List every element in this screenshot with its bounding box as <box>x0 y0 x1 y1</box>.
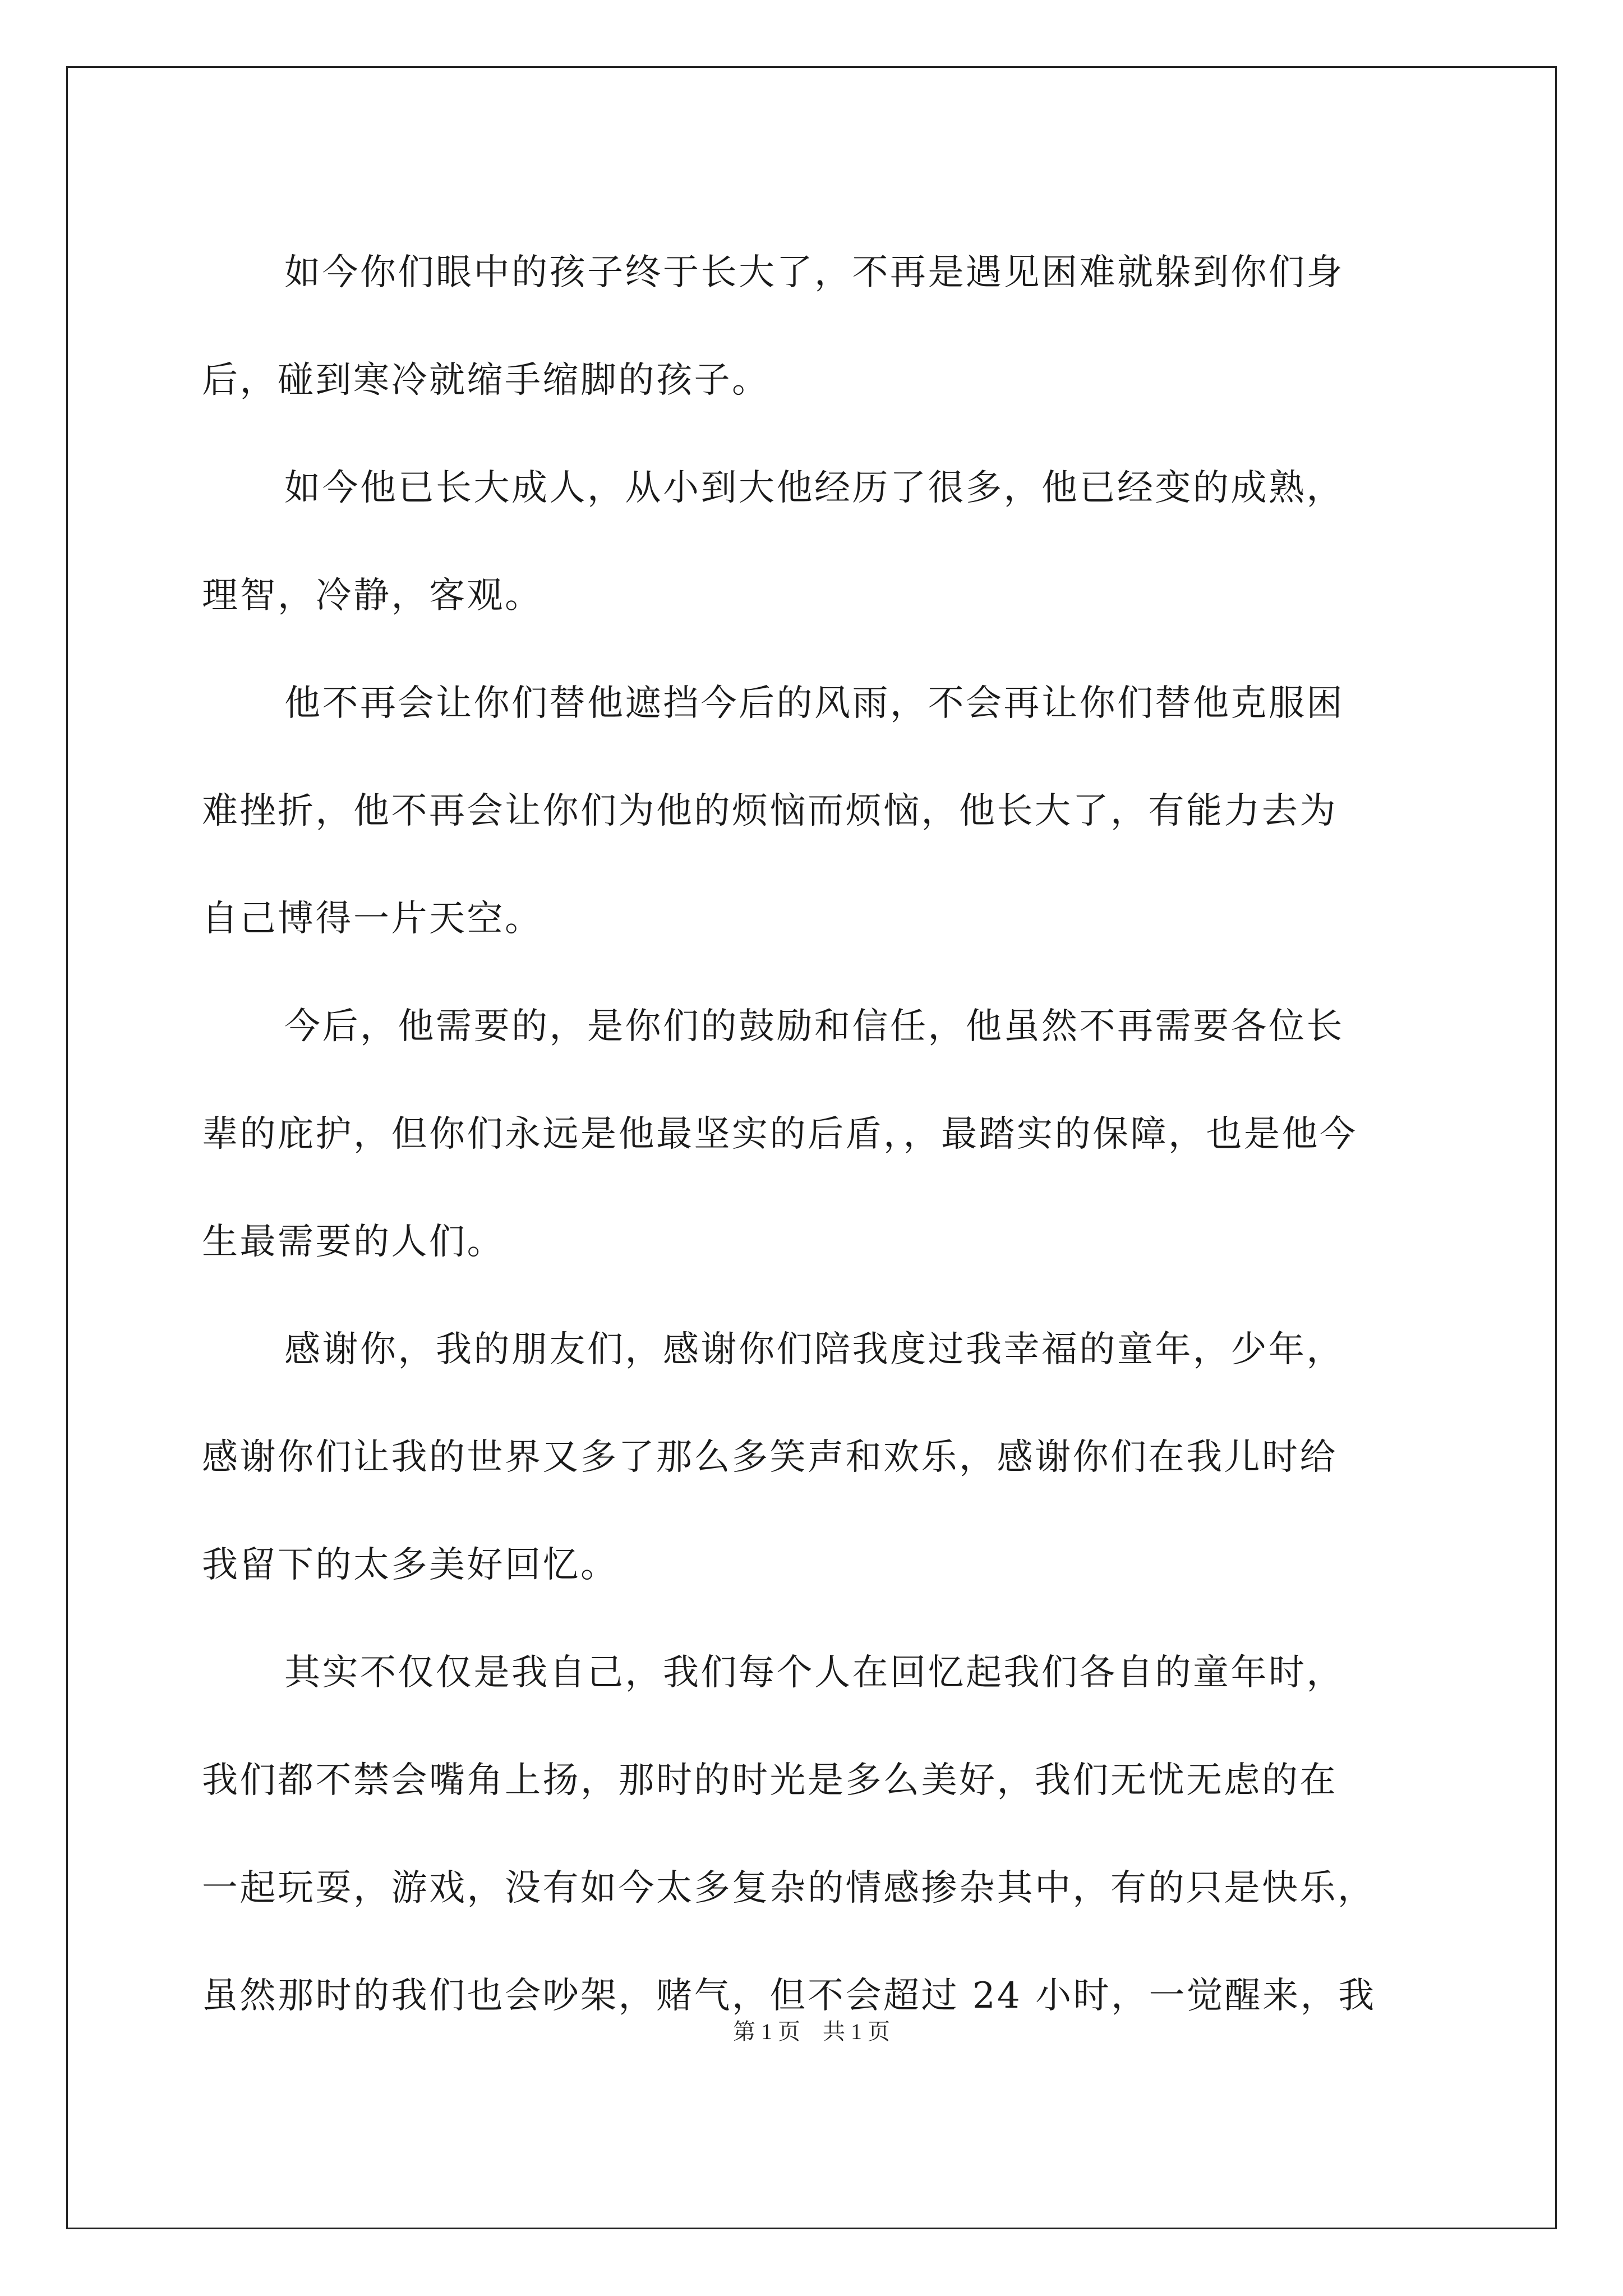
text-line: 我留下的太多美好回忆。 <box>202 1544 619 1586</box>
text-line: 一起玩耍，游戏，没有如今太多复杂的情感掺杂其中，有的只是快乐， <box>202 1867 1376 1909</box>
text-line: 后，碰到寒冷就缩手缩脚的孩子。 <box>202 360 770 401</box>
text-line: 虽然那时的我们也会吵架，赌气，但不会超过 24 小时，一觉醒来，我 <box>202 1975 1376 2017</box>
page-number-footer: 第 1 页 共 1 页 <box>733 2019 890 2044</box>
text-line: 感谢你，我的朋友们，感谢你们陪我度过我幸福的童年，少年， <box>284 1329 1344 1370</box>
text-line: 自己博得一片天空。 <box>202 898 543 940</box>
text-line: 如今你们眼中的孩子终于长大了，不再是遇见困难就躲到你们身 <box>284 252 1344 293</box>
text-line: 感谢你们让我的世界又多了那么多笑声和欢乐，感谢你们在我儿时给 <box>202 1437 1338 1478</box>
text-line: 辈的庇护，但你们永远是他最坚实的后盾，，最踏实的保障，也是他今 <box>202 1114 1358 1155</box>
text-line: 今后，他需要的，是你们的鼓励和信任，他虽然不再需要各位长 <box>284 1006 1344 1047</box>
text-line: 如今他已长大成人，从小到大他经历了很多，他已经变的成熟， <box>284 467 1344 509</box>
document-body <box>202 219 1436 2050</box>
text-line: 难挫折，他不再会让你们为他的烦恼而烦恼，他长大了，有能力去为 <box>202 790 1338 832</box>
text-line: 其实不仅仅是我自己，我们每个人在回忆起我们各自的童年时， <box>284 1652 1344 1694</box>
text-line: 生最需要的人们。 <box>202 1221 505 1263</box>
text-line: 我们都不禁会嘴角上扬，那时的时光是多么美好，我们无忧无虑的在 <box>202 1760 1338 1801</box>
text-line: 理智，冷静，客观。 <box>202 575 543 616</box>
text-line: 他不再会让你们替他遮挡今后的风雨，不会再让你们替他克服困 <box>284 683 1344 724</box>
